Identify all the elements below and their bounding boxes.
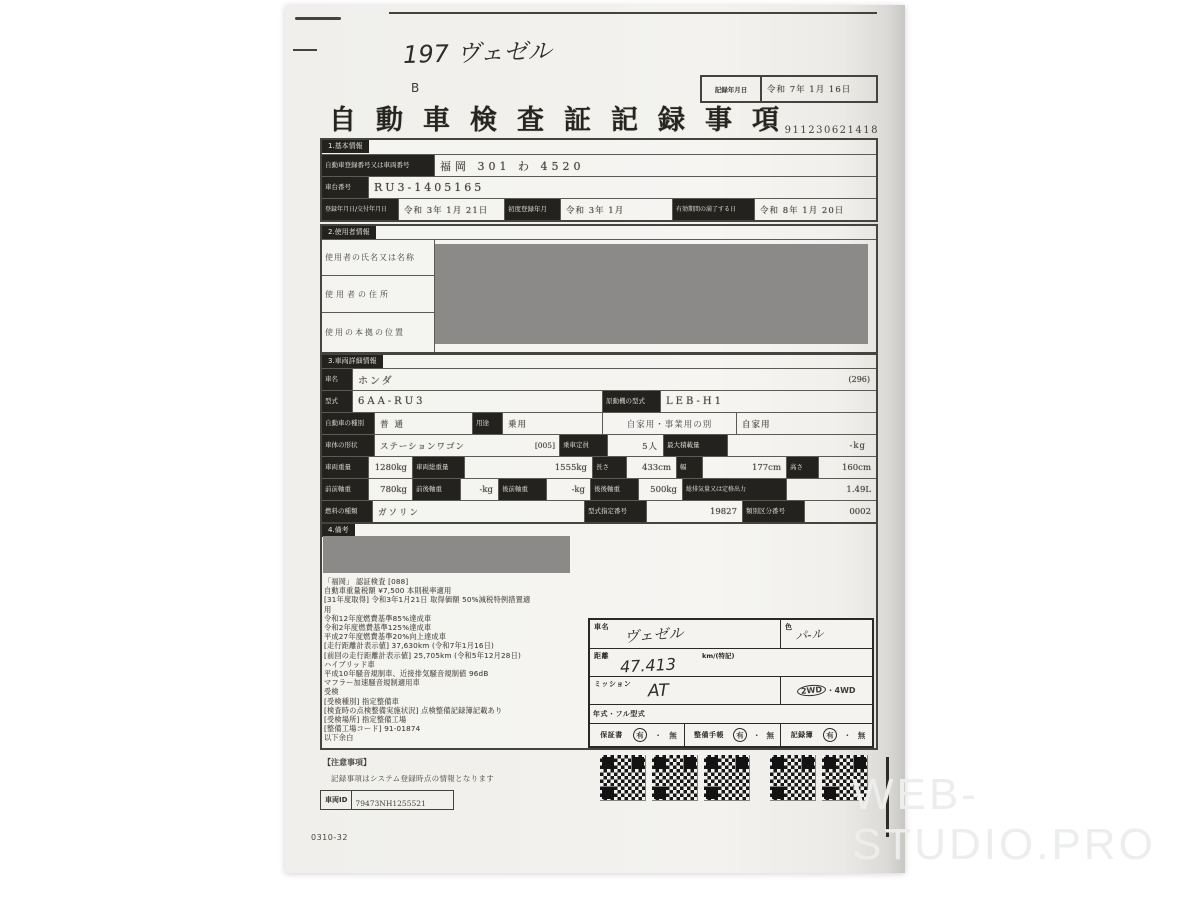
label-vehicle-weight: 車両重量 [322,457,368,478]
label-chassis-number: 車台番号 [322,177,368,198]
memo-color-label: 色 [785,623,793,631]
body-shape-text: ステーションワゴン [380,441,465,452]
value-height: 160cm [818,457,876,478]
page-mark: B [411,81,420,95]
memo-warranty-no: 無 [669,730,677,740]
row-fuel-type-numbers [322,500,876,522]
value-first-registration: 令和 3年 1月 [560,199,672,220]
label-length: 長さ [592,457,626,478]
label-axle-rear-rear: 後後軸重 [590,479,638,500]
section2-body [322,239,876,352]
label-capacity: 乗車定員 [559,435,607,456]
value-axle-rear-front: -kg [546,479,590,500]
label-private-business: 自家用・事業用の別 [602,413,736,434]
qr-code [704,755,750,801]
label-fuel: 燃料の種類 [322,501,372,522]
label-max-load: 最大積載量 [663,435,727,456]
remark-line: 令和12年度燃費基準85%達成車 [324,613,432,623]
memo-manual-cell [684,724,780,746]
handwritten-memo-box [588,618,874,748]
label-axle-front-rear: 前後軸重 [412,479,460,500]
memo-transmission-label: ミッション [594,680,632,688]
section1-table [320,138,878,222]
row-body-shape [322,434,876,456]
remark-line: 令和2年度燃費基準125%達成車 [324,623,432,633]
label-first-registration: 初度登録年月 [504,199,560,220]
label-vehicle-class: 自動車の種別 [322,413,374,434]
remark-line: [検査時の点検整備実施状況] 点検整備記録簿記載あり [324,705,503,715]
section3-title: 3.車両詳細情報 [322,355,383,368]
memo-row-name-color [590,620,872,648]
remark-line: 以下余白 [324,733,354,743]
row-dates [322,198,876,220]
value-model: 6AA-RU3 [352,391,602,412]
value-max-load: -kg [727,435,876,456]
value-axle-front-front: 780kg [368,479,412,500]
label-axle-rear-front: 後前軸重 [498,479,546,500]
section1-title: 1.基本情報 [322,140,369,153]
memo-mileage-value: 47.413 [619,654,677,676]
memo-year-model-cell [590,705,872,723]
section1-header [322,140,876,154]
memo-manual-sep: ・ [753,730,761,740]
value-type-approval-number: 19827 [646,501,742,522]
value-fuel: ガソリン [372,501,584,522]
label-category-number: 類別区分番号 [742,501,804,522]
row-car-name [322,368,876,390]
memo-record-book-sep: ・ [843,730,852,740]
label-type-approval-number: 型式指定番号 [584,501,646,522]
body-shape-code: [005] [534,441,555,450]
memo-manual-yes-circled: 有 [732,727,747,742]
label-car-name: 車名 [322,369,352,390]
memo-transmission-value: AT [647,680,670,701]
memo-car-name-cell [590,620,780,648]
value-expiry-date: 令和 8年 1月 20日 [754,199,876,220]
form-code: 0310-32 [311,833,348,842]
label-height: 高さ [786,457,818,478]
row-axle-weights [322,478,876,500]
scan-artifact-top-line [389,12,877,14]
label-use: 用途 [472,413,502,434]
label-gross-weight: 車両総重量 [412,457,464,478]
notice-text: 記録事項はシステム登録時点の情報となります [331,774,495,783]
record-date-label: 記録年月日 [702,77,762,101]
memo-record-book-no: 無 [857,730,866,740]
vehicle-id-value: 79473NH1255521 [352,790,454,810]
value-axle-rear-rear: 500kg [638,479,682,500]
value-body-shape [374,435,559,456]
memo-row-documents [590,723,872,746]
value-axle-front-rear: -kg [460,479,498,500]
document-title: 自動車検査証記録事項 [329,105,799,136]
remark-line: 自動車重量税額 ¥7,500 本則税率適用 [324,586,452,596]
memo-warranty-label: 保証書 [600,731,623,739]
handwritten-note: 197 ヴェゼル [402,37,552,69]
value-use: 乗用 [502,413,602,434]
memo-drive-2wd-circled: 2WD [797,684,827,697]
value-registration-date: 令和 3年 1月 21日 [398,199,504,220]
redaction-block-owner [435,244,868,344]
row-chassis-number [322,176,876,198]
row-weights-dimensions [322,456,876,478]
memo-row-mileage [590,648,872,676]
value-length: 433cm [626,457,676,478]
memo-car-name-label: 車名 [594,623,609,631]
memo-manual-label: 整備手帳 [694,731,724,739]
value-engine-model: LEB-H1 [660,391,876,412]
vehicle-id-label: 車両ID [320,790,352,810]
section2-label-column [322,240,434,352]
memo-drive-4wd: 4WD [834,686,856,695]
label-owner-address: 使用者の住所 [322,276,434,313]
value-category-number: 0002 [804,501,876,522]
remark-line: [整備工場コード] 91-01874 [324,724,421,734]
section3-header [322,355,876,368]
section2-header [322,226,876,239]
label-body-shape: 車体の形状 [322,435,374,456]
memo-record-book-label: 記録簿 [790,731,814,739]
remark-line: [受検種別] 指定整備車 [324,696,399,706]
remark-line: 「福岡」 認証検査 [088] [324,577,409,586]
row-class-use [322,412,876,434]
row-registration-number [322,154,876,176]
label-expiry-date: 有効期間の満了する日 [672,199,754,220]
value-car-name [352,369,876,390]
watermark: WEB-STUDIO.PRO [852,770,1156,869]
value-chassis-number: RU3-1405165 [368,177,876,198]
section2-table [320,224,878,354]
label-engine-model: 原動機の型式 [602,391,660,412]
section4-title: 4.備考 [322,524,355,537]
notice-title: 【注意事項】 [323,758,371,767]
record-date-box [700,75,878,103]
remark-line: ハイブリッド車 [324,659,375,669]
section3-table [320,353,878,524]
memo-transmission-cell [590,677,780,704]
document-number: 911230621418 [784,125,879,136]
scan-artifact-scribble [293,49,317,51]
memo-row-transmission [590,676,872,704]
label-displacement: 総排気量又は定格出力 [682,479,786,500]
value-private-business: 自家用 [736,413,876,434]
value-capacity: 5人 [607,435,663,456]
qr-code [600,755,646,801]
row-model [322,390,876,412]
value-displacement: 1.49L [786,479,876,500]
car-name-code: (296) [848,375,870,384]
label-base-location: 使用の本拠の位置 [325,328,405,338]
remark-line: 平成10年騒音規制車、近接排気騒音規制値 96dB [324,669,489,679]
value-vehicle-weight: 1280kg [368,457,412,478]
memo-record-book-yes-circled: 有 [822,727,837,742]
label-model: 型式 [322,391,352,412]
memo-drive-separator: ・ [826,686,835,695]
memo-drive-cell [780,677,872,704]
scan-artifact-dash [295,17,341,20]
redaction-block-remarks [323,536,570,573]
value-vehicle-class: 普通 [374,413,472,434]
memo-color-cell [780,620,872,648]
memo-year-model-label: 年式・フル型式 [593,710,646,718]
remark-line: 受検 [324,687,339,697]
memo-warranty-cell [590,724,684,746]
scanned-paper [285,5,905,873]
qr-code [652,755,698,801]
memo-warranty-sep: ・ [654,730,662,740]
record-date-value: 令和 7年 1月 16日 [767,85,852,95]
section2-value-area [434,240,876,352]
remark-line: 平成27年度燃費基準20%向上達成車 [324,632,447,642]
remark-line: [31年度取得] 令和3年1月21日 取得価額 50%減税特例措置適 [324,595,531,605]
label-owner-name: 使用者の氏名又は名称 [322,240,434,276]
section2-title: 2.使用者情報 [322,226,376,239]
label-axle-front-front: 前前軸重 [322,479,368,500]
value-width: 177cm [702,457,786,478]
car-name-text: ホンダ [358,376,394,387]
remark-line: マフラー加速騒音規制適用車 [324,678,421,688]
qr-code [770,755,816,801]
memo-record-book-cell [780,724,872,746]
remark-line: [受検場所] 指定整備工場 [324,715,407,725]
value-gross-weight: 1555kg [464,457,592,478]
vehicle-id-box [320,790,454,810]
label-registration-number: 自動車登録番号又は車両番号 [322,155,434,176]
memo-mileage-cell [590,649,872,676]
memo-warranty-yes-circled: 有 [632,727,647,742]
memo-car-name-value: ヴェゼル [623,623,684,646]
remarks-text [324,577,616,743]
memo-row-year-model [590,704,872,723]
label-registration-date: 登録年月日/交付年月日 [322,199,398,220]
remark-line: [前回の走行距離計表示値] 25,705km (令和5年12月28日) [324,650,521,660]
memo-mileage-label: 距離 [594,652,609,660]
label-width: 幅 [676,457,702,478]
remark-line: 用 [324,604,332,614]
value-registration-number: 福岡 301 わ 4520 [434,155,876,176]
memo-mileage-unit: km/(特記) [702,652,735,660]
memo-manual-no: 無 [766,730,774,740]
memo-color-value: パ-ル [794,626,825,643]
remark-line: [走行距離計表示値] 37,630km (令和7年1月16日) [324,641,495,651]
